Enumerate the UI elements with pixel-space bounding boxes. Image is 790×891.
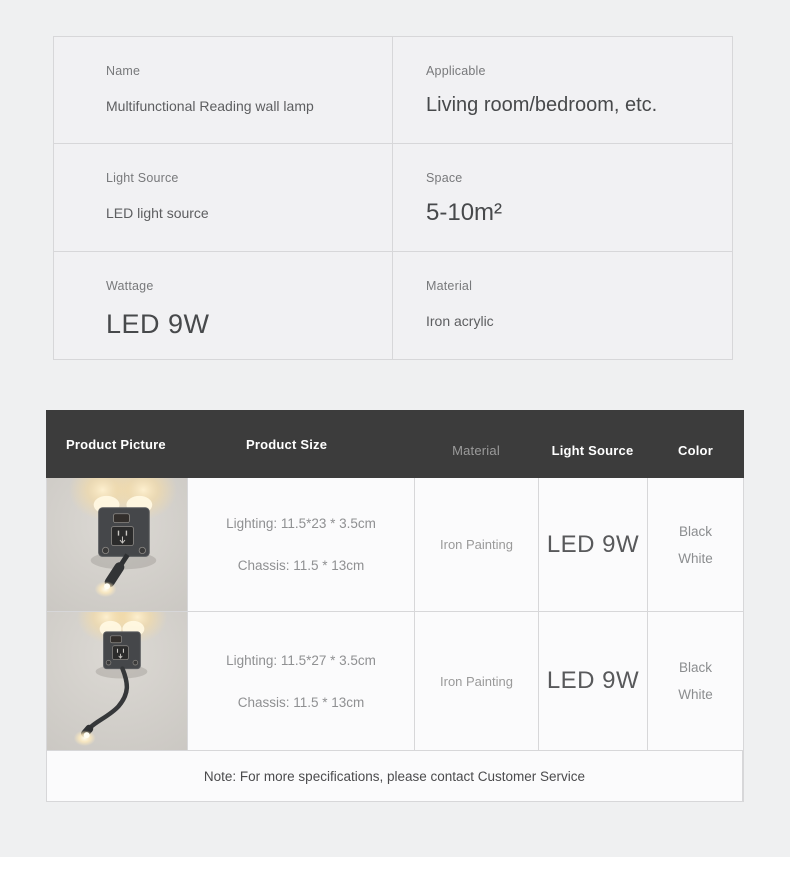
product-photo-spotlight-lamp [47, 478, 188, 612]
product-photo-gooseneck-lamp [47, 612, 188, 751]
header-color: Color [678, 442, 713, 458]
spec-cell-applicable [393, 37, 732, 144]
material-value: Iron Painting [440, 537, 513, 552]
spec-value: LED 9W [106, 308, 210, 339]
spec-value: 5-10m² [426, 199, 503, 227]
size-lighting: Lighting: 11.5*23 * 3.5cm [226, 516, 376, 531]
spec-cell-wattage [54, 252, 393, 359]
size-cell [188, 612, 415, 751]
spec-cell-space [393, 144, 732, 251]
spec-cell-material [393, 252, 732, 359]
spec-value: Multifunctional Reading wall lamp [106, 98, 314, 114]
material-value: Iron Painting [440, 673, 513, 689]
light-source-cell [539, 478, 648, 612]
color-white: White [678, 550, 713, 566]
color-black: Black [678, 523, 712, 539]
size-lighting: Lighting: 11.5*27 * 3.5cm [226, 652, 376, 668]
spec-value: LED light source [106, 205, 209, 222]
spec-summary-table [53, 36, 733, 360]
color-black: Black [678, 660, 712, 675]
color-white: White [678, 687, 713, 702]
note-row: Note: For more specifications, please contact Customer Service [47, 751, 743, 801]
wall-lamp-gooseneck-image [47, 612, 187, 750]
spec-label: Space [426, 171, 463, 186]
product-comparison-table [46, 410, 744, 802]
header-product-size: Product Size [246, 436, 328, 452]
light-source-cell [539, 612, 648, 751]
product-table-header [46, 410, 744, 478]
light-source-value: LED 9W [546, 667, 640, 694]
size-chassis: Chassis: 11.5 * 13cm [237, 558, 365, 573]
spec-value: Living room/bedroom, etc. [426, 94, 658, 116]
spec-value: Iron acrylic [426, 312, 494, 329]
spec-label: Material [426, 278, 473, 293]
color-cell [648, 612, 743, 751]
header-light-source: Light Source [551, 442, 634, 458]
color-cell [648, 478, 743, 612]
size-chassis: Chassis: 11.5 * 13cm [237, 694, 365, 710]
spec-cell-name [54, 37, 393, 144]
light-source-value: LED 9W [546, 530, 640, 558]
wall-lamp-spotlight-image [47, 478, 187, 611]
material-cell [415, 612, 539, 751]
spec-label: Wattage [106, 278, 154, 293]
spec-label: Applicable [426, 64, 486, 78]
header-material: Material [452, 442, 500, 458]
size-cell [188, 478, 415, 612]
spec-cell-light-source [54, 144, 393, 251]
header-product-picture: Product Picture [66, 436, 166, 452]
spec-label: Name [106, 64, 141, 78]
spec-label: Light Source [106, 171, 179, 186]
material-cell [415, 478, 539, 612]
product-table-body [46, 478, 744, 802]
